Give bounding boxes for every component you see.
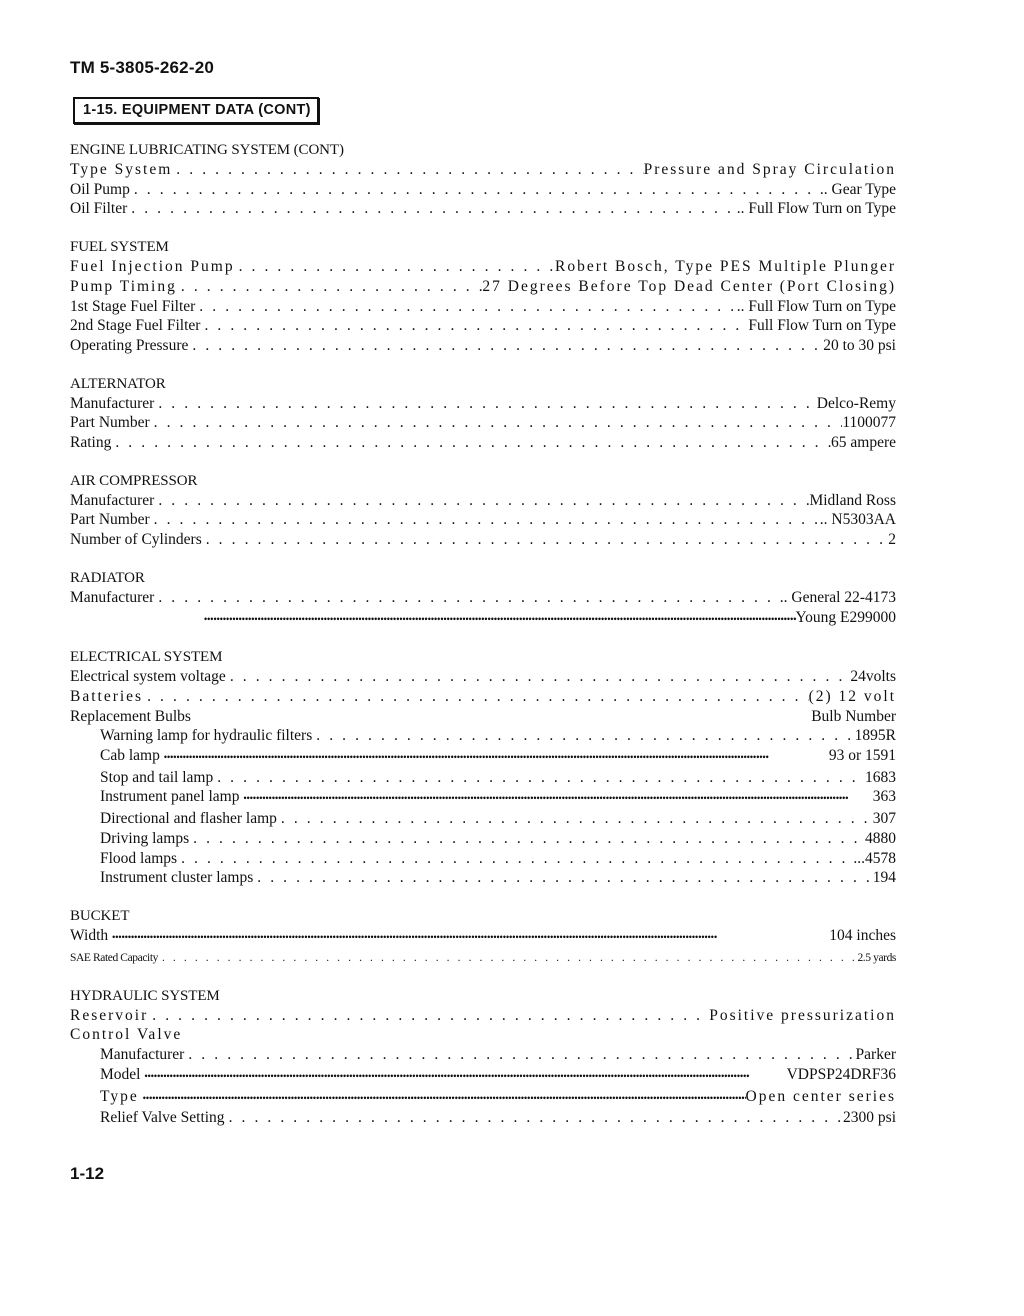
dot-leader xyxy=(253,868,873,888)
spec-value: .. Full Flow Turn on Type xyxy=(736,200,896,218)
group-heading: RADIATOR xyxy=(70,569,145,586)
spec-row xyxy=(70,1006,896,1026)
spec-value: 194 xyxy=(872,869,896,887)
spec-value: Delco-Remy xyxy=(816,394,896,412)
spec-row xyxy=(70,1108,896,1128)
dot-leader xyxy=(150,413,843,433)
spec-row xyxy=(70,394,896,414)
spec-label: Directional and flasher lamp xyxy=(100,810,277,828)
dot-leader xyxy=(188,336,823,356)
spec-row xyxy=(70,588,896,608)
spec-row xyxy=(70,787,896,809)
spec-row xyxy=(70,491,896,511)
spec-value: Robert Bosch, Type PES Multiple Plunger xyxy=(555,258,896,276)
dot-leader xyxy=(312,726,854,746)
spec-value: 1100077 xyxy=(842,414,896,432)
dot-leader xyxy=(150,510,820,530)
dot-leader xyxy=(226,667,851,687)
spec-value: 307 xyxy=(872,810,896,828)
spec-label: Manufacturer xyxy=(70,588,155,606)
dot-leader xyxy=(127,199,736,219)
spec-row xyxy=(70,926,896,948)
spec-label: Stop and tail lamp xyxy=(100,768,214,786)
spec-label: Oil Filter xyxy=(70,200,128,218)
spec-group-engine-lubricating-system-cont xyxy=(70,140,896,219)
spec-label: Number of Cylinders xyxy=(70,531,202,549)
dot-leader xyxy=(148,1006,709,1026)
dot-leader xyxy=(235,257,555,277)
spec-label: Manufacturer xyxy=(70,394,155,412)
spec-group-fuel-system xyxy=(70,237,896,356)
spec-value: 2300 psi xyxy=(843,1109,896,1127)
spec-row xyxy=(70,726,896,746)
spec-row xyxy=(70,530,896,550)
spec-row xyxy=(70,667,896,687)
dot-leader xyxy=(200,608,796,630)
spec-row xyxy=(70,948,896,968)
spec-label: 2nd Stage Fuel Filter xyxy=(70,317,201,335)
spec-label: Oil Pump xyxy=(70,180,130,198)
spec-row xyxy=(70,768,896,788)
dot-leader xyxy=(158,948,857,968)
spec-label: Relief Valve Setting xyxy=(100,1109,225,1127)
spec-group-air-compressor xyxy=(70,471,896,550)
spec-row xyxy=(70,707,896,727)
spec-value: 93 or 1591 xyxy=(828,747,896,765)
group-heading: ALTERNATOR xyxy=(70,375,166,392)
spec-row xyxy=(70,336,896,356)
spec-value: Parker xyxy=(855,1046,896,1064)
spec-value: (2) 12 volt xyxy=(808,687,896,705)
spec-row xyxy=(70,257,896,277)
spec-value: .. Gear Type xyxy=(819,180,896,198)
dot-leader xyxy=(160,746,829,768)
spec-label: Type xyxy=(100,1087,139,1105)
spec-value: .. General 22-4173 xyxy=(779,588,896,606)
spec-value: .. N5303AA xyxy=(819,511,896,529)
spec-label: Cab lamp xyxy=(100,747,160,765)
spec-value: Open center series xyxy=(745,1087,896,1105)
spec-row xyxy=(70,1087,896,1109)
dot-leader xyxy=(177,849,853,869)
spec-label: Warning lamp for hydraulic filters xyxy=(100,727,313,745)
spec-label: Width xyxy=(70,926,109,944)
dot-leader xyxy=(195,297,736,317)
page-number: 1-12 xyxy=(70,1164,105,1183)
spec-label: Model xyxy=(100,1065,141,1083)
spec-value: Young E299000 xyxy=(795,608,896,626)
spec-row xyxy=(70,316,896,336)
group-heading: ENGINE LUBRICATING SYSTEM (CONT) xyxy=(70,142,344,158)
group-heading: ELECTRICAL SYSTEM xyxy=(70,649,223,666)
section-title-box: 1-15. EQUIPMENT DATA (CONT) xyxy=(73,97,319,124)
dot-leader xyxy=(108,926,829,948)
spec-group-alternator xyxy=(70,374,896,453)
spec-value: 2.5 yards xyxy=(857,951,896,964)
spec-value: 363 xyxy=(872,788,896,806)
spec-label: Flood lamps xyxy=(100,849,178,867)
spec-group-hydraulic-system xyxy=(70,986,896,1128)
spec-row xyxy=(70,1065,896,1087)
spec-row xyxy=(70,1045,896,1065)
equipment-data-list xyxy=(70,140,896,1146)
spec-group-bucket xyxy=(70,906,896,968)
spec-label: Manufacturer xyxy=(70,491,155,509)
spec-row xyxy=(70,608,896,630)
group-heading: AIR COMPRESSOR xyxy=(70,472,198,489)
spec-label: Part Number xyxy=(70,414,150,432)
dot-leader xyxy=(200,316,748,336)
dot-leader xyxy=(143,687,808,707)
spec-label: Manufacturer xyxy=(100,1046,185,1064)
spec-value: VDPSP24DRF36 xyxy=(786,1065,896,1083)
spec-row xyxy=(70,433,896,453)
spec-value: 20 to 30 psi xyxy=(823,336,896,354)
spec-value: 2 xyxy=(888,531,896,549)
spec-row xyxy=(70,809,896,829)
spec-row xyxy=(70,1025,896,1045)
spec-value: 1895R xyxy=(854,727,896,745)
dot-leader xyxy=(189,829,865,849)
group-heading: FUEL SYSTEM xyxy=(70,239,169,256)
spec-row xyxy=(70,849,896,869)
dot-leader xyxy=(139,1087,746,1109)
dot-leader xyxy=(154,588,779,608)
spec-value: .. Full Flow Turn on Type xyxy=(736,297,896,315)
spec-label: Driving lamps xyxy=(100,829,190,847)
spec-row xyxy=(70,829,896,849)
spec-label: Fuel Injection Pump xyxy=(70,258,235,276)
spec-label: Operating Pressure xyxy=(70,336,189,354)
spec-value: 27 Degrees Before Top Dead Center (Port Closing) xyxy=(482,277,896,295)
spec-label: Replacement Bulbs xyxy=(70,707,191,725)
dot-leader xyxy=(277,809,873,829)
dot-leader xyxy=(111,433,831,453)
spec-label: Type System xyxy=(70,161,173,178)
spec-value: ...4578 xyxy=(853,849,896,867)
dot-leader xyxy=(177,277,483,297)
group-heading: HYDRAULIC SYSTEM xyxy=(70,987,220,1004)
dot-leader xyxy=(213,768,865,788)
dot-leader xyxy=(140,1065,786,1087)
spec-row xyxy=(70,199,896,219)
spec-row xyxy=(70,297,896,317)
dot-leader xyxy=(172,160,643,180)
spec-label: Part Number xyxy=(70,511,150,529)
dot-leader xyxy=(130,180,820,200)
spec-group-radiator xyxy=(70,568,896,629)
document-id: TM 5-3805-262-20 xyxy=(70,58,214,77)
spec-label: Electrical system voltage xyxy=(70,668,226,686)
spec-label: Rating xyxy=(70,434,112,452)
dot-leader xyxy=(154,394,816,414)
spec-row xyxy=(70,180,896,200)
dot-leader xyxy=(225,1108,843,1128)
spec-value: Midland Ross xyxy=(809,491,896,509)
spec-label: Instrument cluster lamps xyxy=(100,869,254,887)
spec-label: Control Valve xyxy=(70,1026,183,1044)
spec-value: Pressure and Spray Circulation xyxy=(643,161,896,178)
group-heading: BUCKET xyxy=(70,907,130,924)
spec-label: 1st Stage Fuel Filter xyxy=(70,297,196,315)
spec-label: Pump Timing xyxy=(70,277,177,295)
spec-row xyxy=(70,746,896,768)
spec-value: 24volts xyxy=(850,668,896,686)
spec-label: Reservoir xyxy=(70,1006,149,1024)
dot-leader xyxy=(202,530,889,550)
spec-value: 4880 xyxy=(865,829,896,847)
spec-value: 65 ampere xyxy=(831,434,896,452)
spec-label: SAE Rated Capacity xyxy=(70,951,158,964)
spec-value: Bulb Number xyxy=(811,707,896,725)
dot-leader xyxy=(154,491,809,511)
spec-label: Batteries xyxy=(70,687,144,705)
spec-row xyxy=(70,277,896,297)
spec-row xyxy=(70,687,896,707)
spec-value: 1683 xyxy=(865,768,896,786)
spec-value: Positive pressurization xyxy=(709,1006,896,1024)
spec-row xyxy=(70,510,896,530)
spec-label: Instrument panel lamp xyxy=(100,788,240,806)
spec-row xyxy=(70,160,896,180)
spec-value: 104 inches xyxy=(829,926,896,944)
spec-row xyxy=(70,868,896,888)
dot-leader xyxy=(184,1045,855,1065)
spec-group-electrical-system xyxy=(70,647,896,888)
dot-leader xyxy=(239,787,872,809)
spec-row xyxy=(70,413,896,433)
spec-value: Full Flow Turn on Type xyxy=(748,317,896,335)
